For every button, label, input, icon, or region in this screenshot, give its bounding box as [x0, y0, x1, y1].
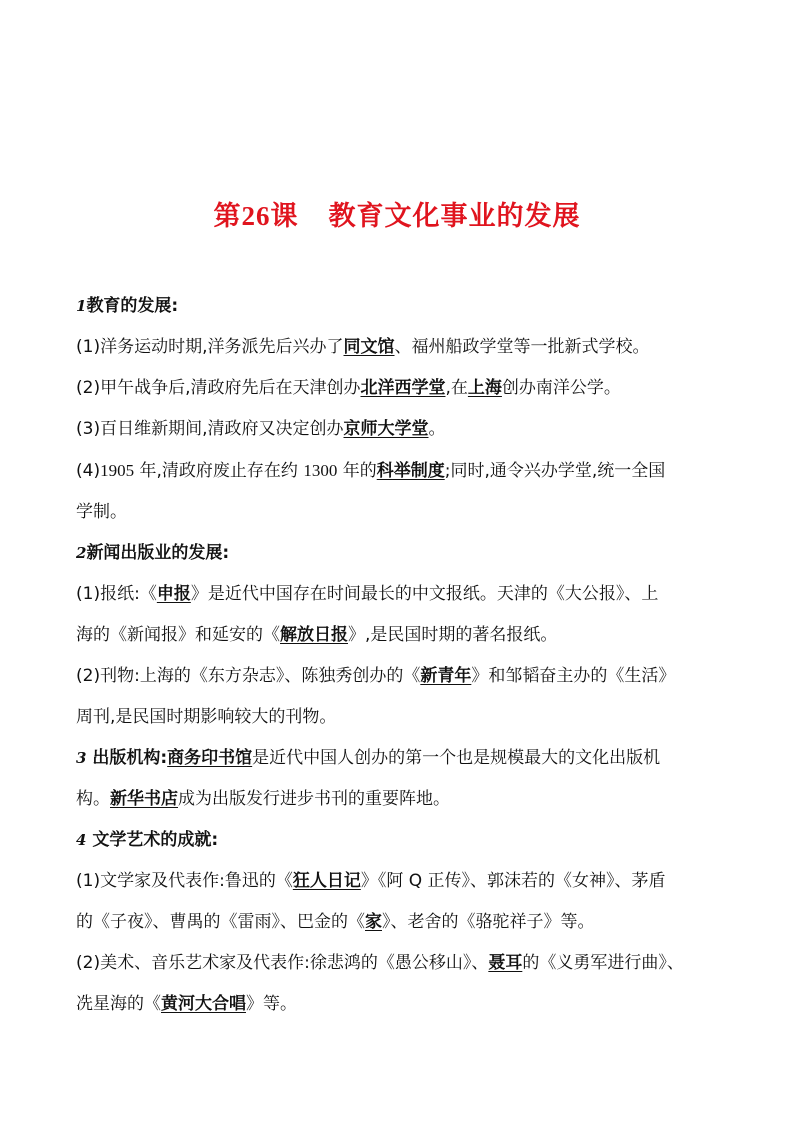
lesson-content	[76, 286, 726, 1025]
arts-item-1-cont: 的《子夜》、曹禺的《雷雨》、巴金的《家》、老舍的《骆驼祥子》等。	[76, 912, 595, 932]
keyword: 家	[365, 912, 382, 932]
keyword: 新青年	[420, 666, 472, 686]
arts-item-1: (1)文学家及代表作:鲁迅的《狂人日记》《阿 Q 正传》、郭沫若的《女神》、茅盾	[76, 871, 666, 891]
keyword: 聂耳	[488, 953, 523, 973]
keyword: 商务印书馆	[167, 748, 253, 768]
press-item-2: (2)刊物:上海的《东方杂志》、陈独秀创办的《新青年》和邹韬奋主办的《生活》	[76, 666, 676, 686]
education-item-1: (1)洋务运动时期,洋务派先后兴办了同文馆、福州船政学堂等一批新式学校。	[76, 337, 650, 357]
lesson-name: 教育文化事业的发展	[328, 201, 581, 232]
education-item-4-cont: 学制。	[76, 502, 127, 522]
keyword: 京师大学堂	[343, 419, 429, 439]
arts-item-2: (2)美术、音乐艺术家及代表作:徐悲鸿的《愚公移山》、聂耳的《义勇军进行曲》、	[76, 953, 684, 973]
keyword: 北洋西学堂	[360, 378, 446, 398]
keyword: 上海	[467, 378, 502, 398]
keyword: 新华书店	[110, 789, 178, 809]
section-heading-arts: 4 文学艺术的成就:	[76, 830, 219, 850]
keyword: 狂人日记	[292, 871, 361, 891]
press-item-2-cont: 周刊,是民国时期影响较大的刊物。	[76, 707, 337, 727]
keyword: 申报	[156, 584, 191, 604]
keyword: 同文馆	[343, 337, 395, 357]
education-item-2: (2)甲午战争后,清政府先后在天津创办北洋西学堂,在上海创办南洋公学。	[76, 378, 621, 398]
section-heading-publishing: 3 出版机构:	[76, 748, 168, 768]
education-item-3: (3)百日维新期间,清政府又决定创办京师大学堂。	[76, 419, 446, 439]
press-item-1-cont: 海的《新闻报》和延安的《解放日报》,是民国时期的著名报纸。	[76, 625, 558, 645]
title-prefix: 第	[213, 201, 242, 232]
page-title	[0, 194, 794, 233]
education-item-4: (4)1905 年,清政府废止存在约 1300 年的科举制度;同时,通令兴办学堂,统一全国	[76, 461, 666, 481]
publishing-paragraph-cont: 构。新华书店成为出版发行进步书刊的重要阵地。	[76, 789, 450, 809]
arts-item-2-cont: 冼星海的《黄河大合唱》等。	[76, 994, 297, 1014]
keyword: 科举制度	[376, 461, 445, 481]
section-heading-education: 1教育的发展:	[76, 296, 179, 316]
lesson-number: 26	[241, 201, 271, 231]
press-item-1: (1)报纸:《申报》是近代中国存在时间最长的中文报纸。天津的《大公报》、上	[76, 584, 659, 604]
keyword: 黄河大合唱	[161, 994, 246, 1014]
publishing-paragraph: 3 出版机构:商务印书馆是近代中国人创办的第一个也是规模最大的文化出版机	[76, 748, 661, 768]
title-lesson-word: 课	[270, 201, 299, 232]
keyword: 解放日报	[280, 625, 348, 645]
section-heading-press: 2新闻出版业的发展:	[76, 543, 230, 563]
